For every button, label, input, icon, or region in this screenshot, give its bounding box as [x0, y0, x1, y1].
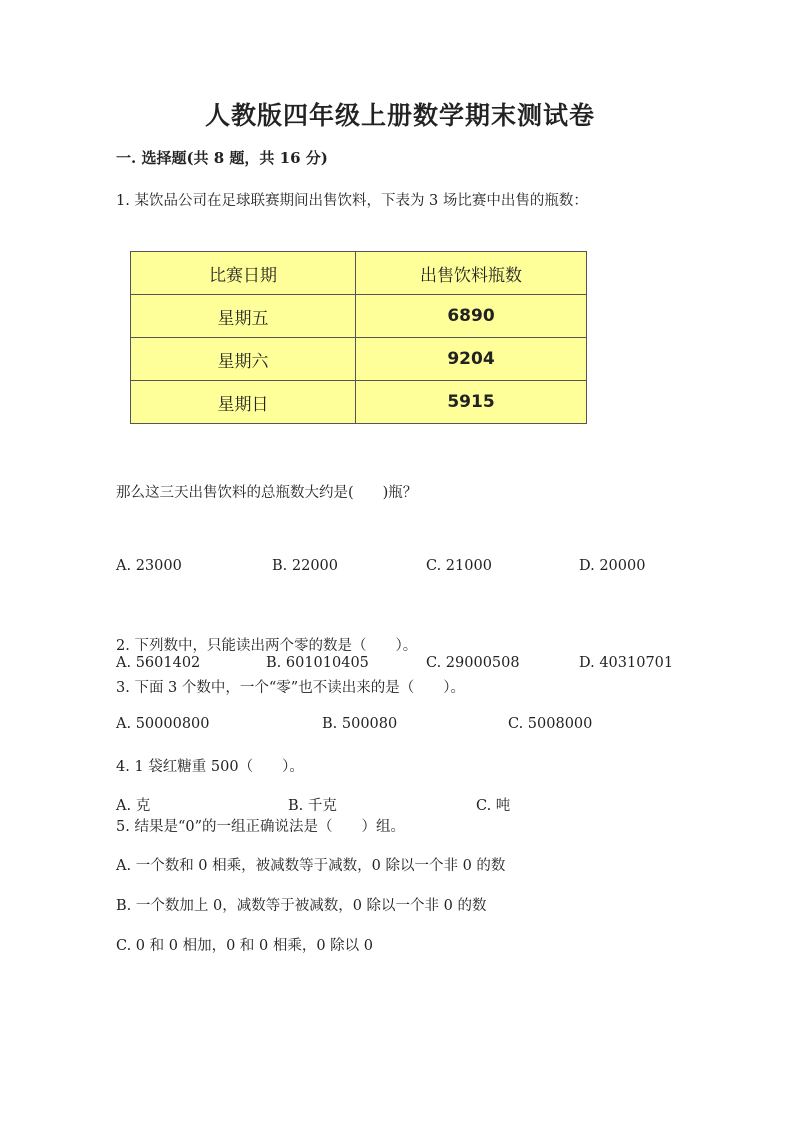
q5-option-c: C. 0 和 0 相加，0 和 0 相乘，0 除以 0 — [116, 938, 374, 954]
table-cell-count: 5915 — [356, 381, 587, 424]
q1-question: 那么这三天出售饮料的总瓶数大约是( )瓶？ — [116, 485, 418, 501]
q2-option-c: C. 29000508 — [426, 655, 520, 671]
q2-option-d: D. 40310701 — [579, 655, 674, 671]
q3-option-b: B. 500080 — [322, 716, 398, 732]
section-heading: 一. 选择题(共 8 题，共 16 分) — [116, 149, 328, 167]
q3-stem: 3. 下面 3 个数中，一个“零”也不读出来的是（ ）。 — [116, 680, 465, 696]
q2-option-a: A. 5601402 — [116, 655, 201, 671]
table-header-cell: 比赛日期 — [131, 252, 356, 295]
table-cell-count: 9204 — [356, 338, 587, 381]
sales-table — [130, 251, 587, 424]
q3-option-c: C. 5008000 — [508, 716, 593, 732]
table-row — [131, 381, 587, 424]
q1-option-a: A. 23000 — [116, 558, 182, 574]
q1-option-b: B. 22000 — [272, 558, 339, 574]
table-header-cell: 出售饮料瓶数 — [356, 252, 587, 295]
q3-option-a: A. 50000800 — [116, 716, 210, 732]
table-row — [131, 295, 587, 338]
q4-option-b: B. 千克 — [288, 798, 337, 814]
q2-option-b: B. 601010405 — [266, 655, 369, 671]
q5-option-b: B. 一个数加上 0，减数等于被减数，0 除以一个非 0 的数 — [116, 898, 487, 914]
q1-option-d: D. 20000 — [579, 558, 646, 574]
q2-stem: 2. 下列数中，只能读出两个零的数是（ ）。 — [116, 638, 418, 654]
table-header-row — [131, 252, 587, 295]
page-title: 人教版四年级上册数学期末测试卷 — [204, 101, 595, 130]
table-cell-day: 星期五 — [131, 295, 356, 338]
q5-option-a: A. 一个数和 0 相乘，被减数等于减数，0 除以一个非 0 的数 — [116, 858, 506, 874]
q4-option-a: A. 克 — [116, 798, 151, 814]
table-row — [131, 338, 587, 381]
table-cell-day: 星期六 — [131, 338, 356, 381]
q1-option-c: C. 21000 — [426, 558, 492, 574]
table-cell-count: 6890 — [356, 295, 587, 338]
q5-stem: 5. 结果是“0”的一组正确说法是（ ）组。 — [116, 819, 405, 835]
table-cell-day: 星期日 — [131, 381, 356, 424]
q4-option-c: C. 吨 — [476, 798, 511, 814]
q1-stem: 1. 某饮品公司在足球联赛期间出售饮料，下表为 3 场比赛中出售的瓶数： — [116, 193, 588, 209]
q4-stem: 4. 1 袋红糖重 500（ ）。 — [116, 759, 304, 775]
